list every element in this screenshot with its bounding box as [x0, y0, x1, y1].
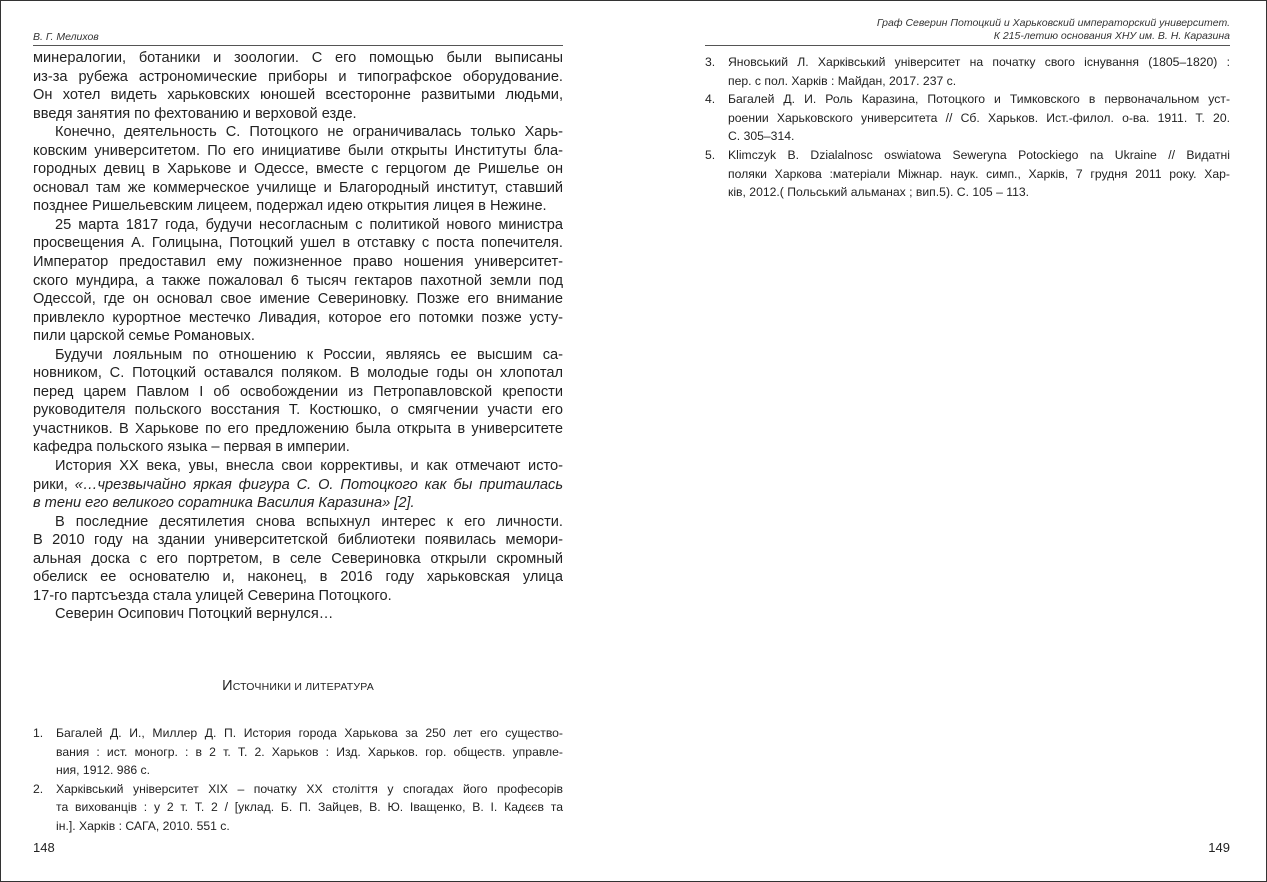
reference-line: С. 305–314.	[728, 129, 795, 144]
text-line	[33, 49, 563, 68]
text-segment: просвещения А. Голицына, Потоцкий ушел в отставку с поста попечителя.	[33, 235, 563, 252]
reference-line: ків, 2012.( Польський альманах ; вип.5). С. 105 – 113.	[728, 185, 1030, 200]
text-segment: История XX века, увы, внесла свои коррективы, и как отмечают исто-	[55, 458, 563, 475]
reference-item	[705, 90, 1230, 146]
text-segment: обелиск ее основателю и, наконец, в 2016 году харьковская улица	[33, 569, 563, 586]
references-heading	[33, 678, 563, 694]
text-segment: Он хотел видеть харьковских юношей всесторонне развитыми людьми,	[33, 87, 563, 104]
text-segment: ковским университетом. По его инициативе были открыты Институты бла-	[33, 142, 563, 159]
reference-line: поляки Харкова :матеріали Міжнар. наук. симп., Харків, 7 грудня 2011 року. Хар-	[728, 166, 1230, 181]
reference-item	[705, 53, 1230, 90]
quote-text: в тени его великого соратника Василия Каразина» [2].	[33, 495, 415, 512]
text-segment: рики,	[33, 476, 75, 493]
text-line	[33, 290, 563, 309]
reference-line: ния, 1912. 986 с.	[56, 763, 150, 778]
text-segment: альная доска с его портретом, в селе Севериновка открыли скромный	[33, 550, 563, 567]
running-head-title	[877, 17, 1230, 43]
text-line	[33, 494, 563, 513]
left-page	[33, 0, 563, 882]
reference-item	[705, 146, 1230, 202]
text-segment: минералогии, ботаники и зоологии. С его помощью были выписаны	[33, 50, 563, 66]
references-heading-rest: СТОЧНИКИ И ЛИТЕРАТУРА	[232, 681, 374, 693]
text-segment: введя занятия по фехтованию и верховой езде.	[33, 105, 357, 122]
reference-line: Klimczyk B. Dzialalnosc oswiatowa Seweryna Potockiego na Ukraine // Видатні	[728, 147, 1230, 162]
text-line	[33, 142, 563, 161]
text-line	[33, 605, 563, 624]
reference-item	[33, 780, 563, 836]
text-line	[33, 105, 563, 124]
reference-line: Багалей Д. И., Миллер Д. П. История города Харькова за 250 лет его существо-	[56, 726, 563, 740]
text-line	[33, 420, 563, 439]
text-segment: Будучи лояльным по отношению к России, являясь ее высшим са-	[55, 346, 563, 363]
page-number: 149	[1208, 840, 1230, 855]
text-line	[33, 86, 563, 105]
quote-text: «…чрезвычайно яркая фигура С. О. Потоцкого как бы притаилась	[74, 476, 564, 493]
text-line	[33, 531, 563, 550]
running-head-line1: Граф Северин Потоцкий и Харьковский императорский университет.	[876, 17, 1230, 29]
page-number: 148	[33, 840, 55, 855]
paragraph	[33, 346, 563, 457]
text-line	[33, 346, 563, 365]
header-rule	[705, 45, 1230, 46]
text-segment: Император предоставил ему пожизненное право ношения университет-	[33, 254, 563, 271]
paragraph	[33, 457, 563, 513]
paragraph	[33, 605, 563, 624]
text-line	[33, 68, 563, 87]
text-segment: руководителя польского восстания Т. Костюшко, о смягчении участи его	[33, 402, 563, 419]
text-line	[33, 216, 563, 235]
text-segment: Одессой, где он основал свое имение Севериновку. Позже его внимание	[33, 291, 563, 308]
paragraph	[33, 216, 563, 346]
text-line	[33, 383, 563, 402]
text-line	[33, 234, 563, 253]
text-line	[33, 401, 563, 420]
reference-line: роении Харьковского университета // Сб. Харьков. Ист.-филол. о-ва. 1911. Т. 20.	[728, 110, 1230, 125]
reference-line: Харківський університет XIX – початку XX століття у спогадах його професорів	[56, 781, 563, 796]
text-segment: Конечно, деятельность С. Потоцкого не ограничивалась только Харь-	[55, 124, 563, 141]
paragraph	[33, 49, 563, 123]
text-segment: привлекло курортное местечко Ливадия, которое его потомки позже усту-	[33, 309, 563, 326]
text-line	[33, 364, 563, 383]
header-rule	[33, 45, 563, 46]
text-line	[33, 160, 563, 179]
text-line	[33, 476, 563, 495]
reference-line: та вихованців : у 2 т. Т. 2 / [уклад. Б. П. Зайцев, В. Ю. Іващенко, В. І. Кадєєв та	[56, 800, 563, 815]
text-line	[33, 457, 563, 476]
text-segment: В 2010 году на здании университетской библиотеки появилась мемори-	[33, 532, 563, 549]
text-line	[33, 123, 563, 142]
reference-line: Багалей Д. И. Роль Каразина, Потоцкого и Тимковского в первоначальном уст-	[728, 92, 1230, 107]
text-line	[33, 179, 563, 198]
running-head-line2: К 215-летию основания ХНУ им. В. Н. Каразина	[993, 30, 1230, 42]
reference-line: Яновський Л. Харківський університет на початку свого існування (1805–1820) :	[728, 55, 1230, 69]
reference-number: 1.	[33, 726, 44, 740]
text-line	[33, 550, 563, 569]
text-segment: кафедра польского языка – первая в империи.	[33, 439, 350, 456]
text-segment: В последние десятилетия снова вспыхнул интерес к его личности.	[55, 513, 563, 530]
text-line	[33, 327, 563, 346]
paragraph	[33, 123, 563, 216]
text-line	[33, 253, 563, 272]
reference-number: 3.	[705, 55, 716, 69]
text-segment: 17-го партсъезда стала улицей Северина Потоцкого.	[33, 587, 392, 604]
text-segment: участников. В Харькове по его предложению была открыта в университете	[33, 420, 563, 437]
text-line	[33, 309, 563, 328]
references-heading-initial: И	[222, 678, 233, 694]
text-segment: новником, С. Потоцкий оставался поляком. В молодые годы он хлопотал	[33, 365, 563, 382]
paragraph	[33, 513, 563, 606]
reference-line: вания : ист. моногр. : в 2 т. Т. 2. Харьков : Изд. Харьков. гор. обществ. управле-	[56, 744, 563, 759]
text-line	[33, 438, 563, 457]
text-segment: перед царем Павлом I об освобождении из Петропавловской крепости	[33, 383, 563, 400]
text-segment: из-за рубежа астрономические приборы и типографское оборудование.	[33, 68, 563, 85]
references-list	[705, 53, 1230, 202]
text-line	[33, 568, 563, 587]
reference-line: пер. с пол. Харків : Майдан, 2017. 237 с.	[728, 73, 957, 88]
right-page	[705, 0, 1230, 882]
running-head-author: В. Г. Мелихов	[33, 31, 99, 43]
text-segment: позднее Ришельевским лицеем, подержал идею открытия лицея в Нежине.	[33, 198, 547, 215]
text-line	[33, 272, 563, 291]
reference-number: 5.	[705, 147, 716, 162]
reference-line: ін.]. Харків : САГА, 2010. 551 с.	[56, 818, 230, 833]
references-list	[33, 724, 563, 836]
body-text	[33, 49, 563, 624]
text-segment: городных девиц в Харькове и Одессе, вместе с герцогом де Ришелье он	[33, 161, 563, 178]
text-line	[33, 587, 563, 606]
text-line	[33, 513, 563, 532]
reference-item	[33, 724, 563, 780]
text-segment: пили царской семье Романовых.	[33, 328, 255, 345]
text-segment: основал там же коммерческое училище и Благородный институт, ставший	[33, 179, 563, 196]
text-line	[33, 197, 563, 216]
text-segment: Северин Осипович Потоцкий вернулся…	[55, 606, 334, 623]
reference-number: 4.	[705, 92, 716, 107]
reference-number: 2.	[33, 781, 44, 796]
text-segment: 25 марта 1817 года, будучи несогласным с политикой нового министра	[55, 216, 563, 233]
text-segment: ского мундира, а также пожаловал 6 тысяч гектаров пахотной земли под	[33, 272, 563, 289]
